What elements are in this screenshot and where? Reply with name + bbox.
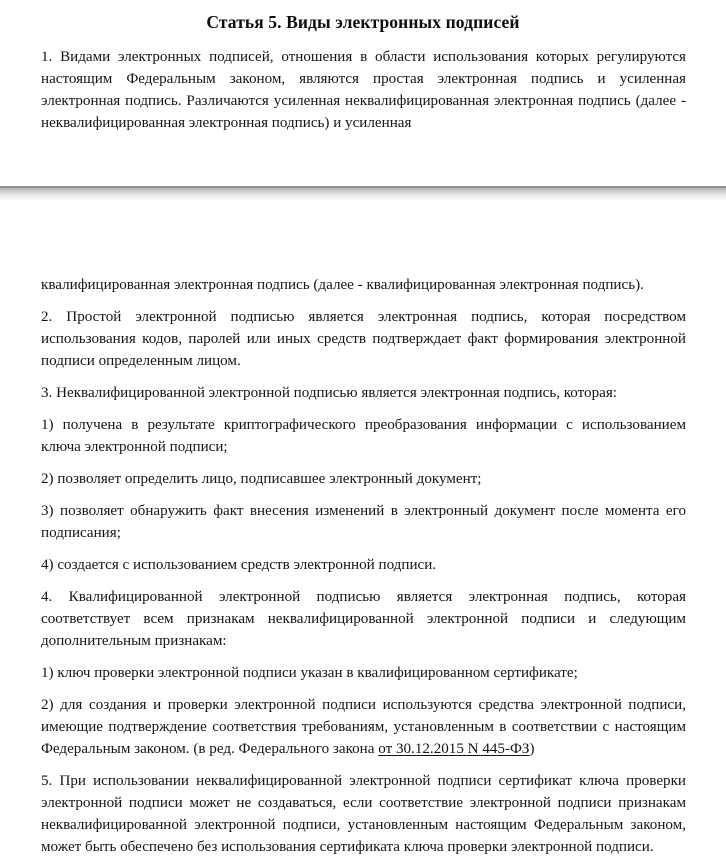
- page-separator-shadow: [0, 188, 726, 201]
- paragraph-3-item-1: 1) получена в результате криптографического преобразования информации с использованием ключа электронной подписи;: [41, 417, 686, 455]
- page-title: Статья 5. Виды электронных подписей: [206, 12, 520, 32]
- paragraph-1-continuation: квалифицированная электронная подпись (далее - квалифицированная электронная подпись).: [41, 277, 644, 293]
- paragraph-4-item-1: 1) ключ проверки электронной подписи указан в квалифицированном сертификате;: [41, 665, 578, 681]
- paragraph-3-item-2: 2) позволяет определить лицо, подписавшее электронный документ;: [41, 471, 482, 487]
- page-one-bottom-margin: [0, 134, 726, 186]
- page-two-top-margin: [0, 202, 726, 274]
- page-one-body: [0, 34, 726, 134]
- page-two-body: [0, 274, 726, 858]
- paragraph-4: 4. Квалифицированной электронной подписью является электронная подпись, которая соответствует всем признакам неквалифицированной электронной подписи и следующим дополнительным признакам:: [41, 589, 686, 649]
- paragraph-1: 1. Видами электронных подписей, отношения в области использования которых регулируются настоящим Федеральным законом, являются простая электронная подпись и усиленная электронная подпись. Различаются усиленная неквалифицированная электронная подпись (далее - неквалифицированная электронная подпись) и усиленная: [41, 49, 686, 131]
- paragraph-2: 2. Простой электронной подписью является электронная подпись, которая посредством использования кодов, паролей или иных средств подтверждает факт формирования электронной подписи определенным лицом.: [41, 309, 686, 369]
- amendment-lead-text: 2) для создания и проверки электронной подписи используются средства электронной подписи, имеющие подтверждение соответствия требованиям, установленным в соответствии с настоящим Федеральным законом. (в ред. Федерального закона: [41, 697, 686, 757]
- amendment-law-link[interactable]: от 30.12.2015 N 445-ФЗ: [378, 741, 530, 757]
- paragraph-3-item-3: 3) позволяет обнаружить факт внесения изменений в электронный документ после момента его подписания;: [41, 503, 686, 541]
- paragraph-5: 5. При использовании неквалифицированной электронной подписи сертификат ключа проверки электронной подписи может не создаваться, если соответствие электронной подписи признакам неквалифицированной электронной подписи, установленным настоящим Федеральным законом, может быть обеспечено без использования сертификата ключа проверки электронной подписи.: [41, 773, 686, 855]
- paragraph-4-item-2: [41, 694, 686, 760]
- amendment-trail-text: ): [529, 741, 535, 757]
- paragraph-3: 3. Неквалифицированной электронной подписью является электронная подпись, которая:: [41, 385, 617, 401]
- page-separator: [0, 186, 726, 202]
- paragraph-3-item-4: 4) создается с использованием средств электронной подписи.: [41, 557, 437, 573]
